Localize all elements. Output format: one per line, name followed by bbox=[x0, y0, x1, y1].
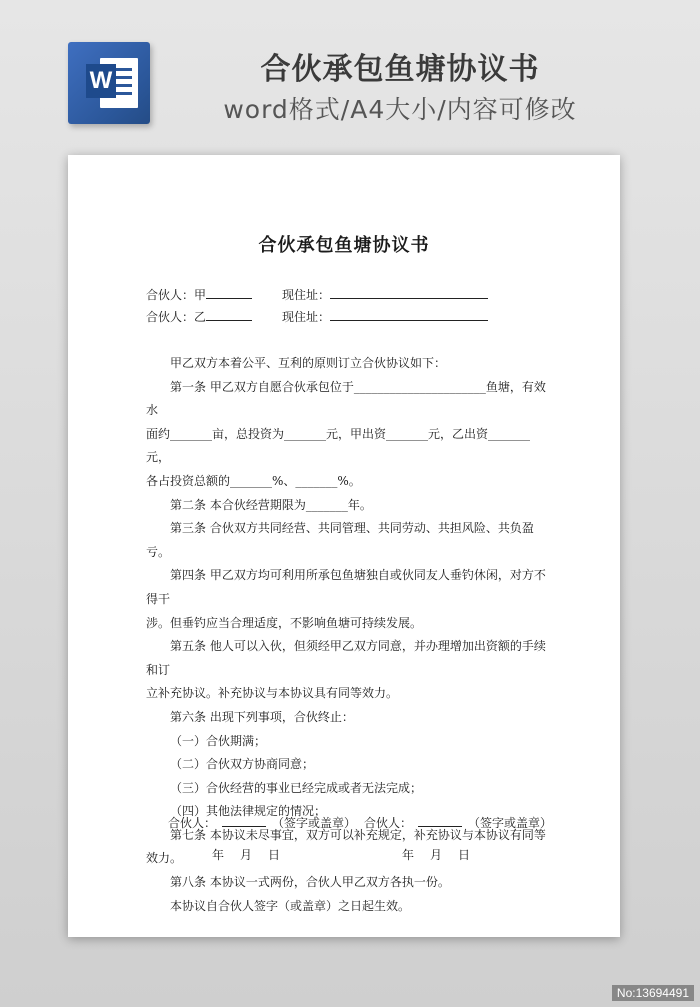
date-month: 月 bbox=[430, 848, 443, 862]
document-paragraph: 本协议自合伙人签字（或盖章）之日起生效。 bbox=[170, 898, 411, 913]
signature-blank bbox=[222, 814, 266, 827]
signature-blank bbox=[418, 814, 462, 827]
document-paragraph: 立补充协议。补充协议与本协议具有同等效力。 bbox=[146, 686, 399, 701]
name-blank bbox=[206, 308, 252, 321]
document-paragraph: （一）合伙期满； bbox=[170, 733, 267, 748]
date-day: 日 bbox=[458, 848, 471, 862]
signature-right bbox=[364, 814, 552, 831]
address-label: 现住址： bbox=[282, 288, 331, 302]
party-label: 合伙人：甲 bbox=[146, 288, 207, 302]
document-paragraph: （二）合伙双方协商同意； bbox=[170, 757, 315, 772]
date-month: 月 bbox=[240, 848, 253, 862]
document-page bbox=[68, 155, 620, 937]
name-blank bbox=[206, 286, 252, 299]
document-paragraph: 第一条 甲乙双方自愿合伙承包位于______________________鱼塘，有效水 bbox=[146, 379, 546, 418]
date-left bbox=[212, 846, 296, 863]
address-blank bbox=[330, 308, 488, 321]
document-paragraph: 涉。但垂钓应当合理适度，不影响鱼塘可持续发展。 bbox=[146, 615, 423, 630]
date-year: 年 bbox=[402, 848, 415, 862]
document-paragraph: 甲乙双方本着公平、互利的原则订立合伙协议如下： bbox=[170, 356, 447, 370]
document-paragraph: 第八条 本协议一式两份，合伙人甲乙双方各执一份。 bbox=[170, 875, 450, 890]
document-title: 合伙承包鱼塘协议书 bbox=[258, 235, 430, 256]
document-paragraph: 第五条 他人可以入伙，但须经甲乙双方同意，并办理增加出资额的手续和订 bbox=[146, 639, 546, 677]
signature-left bbox=[168, 814, 356, 831]
word-doc-icon bbox=[68, 42, 150, 124]
document-paragraph: （四）其他法律规定的情况； bbox=[170, 804, 327, 819]
document-body bbox=[146, 352, 546, 918]
document-paragraph: 第三条 合伙双方共同经营、共同管理、共同劳动、共担风险、共负盈亏。 bbox=[146, 521, 534, 559]
header-subtitle: word格式/A4大小/内容可修改 bbox=[223, 95, 577, 124]
document-paragraph: 面约_______亩，总投资为_______元，甲出资_______元，乙出资_______元， bbox=[146, 426, 531, 465]
signature-note: （签字或盖章） bbox=[468, 816, 553, 830]
signature-note: （签字或盖章） bbox=[272, 816, 357, 830]
date-year: 年 bbox=[212, 848, 225, 862]
signature-label: 合伙人： bbox=[364, 816, 413, 830]
header bbox=[0, 0, 700, 150]
party-row-b bbox=[146, 308, 488, 325]
document-paragraph: 第四条 甲乙双方均可利用所承包鱼塘独自或伙同友人垂钓休闲，对方不得干 bbox=[146, 568, 546, 606]
document-paragraph: 第六条 出现下列事项，合伙终止： bbox=[170, 709, 354, 724]
address-blank bbox=[330, 286, 488, 299]
document-paragraph: 第二条 本合伙经营期限为_______年。 bbox=[170, 497, 372, 512]
header-title: 合伙承包鱼塘协议书 bbox=[260, 52, 540, 87]
address-label: 现住址： bbox=[282, 310, 331, 324]
party-row-a bbox=[146, 286, 488, 303]
footer-id: No:13694491 bbox=[612, 985, 694, 1001]
document-paragraph: （三）合伙经营的事业已经完成或者无法完成； bbox=[170, 780, 423, 795]
party-label: 合伙人：乙 bbox=[146, 310, 207, 324]
word-letter: W bbox=[86, 64, 116, 98]
date-right bbox=[402, 846, 486, 863]
document-paragraph: 第七条 本协议未尽事宜，双方可以补充规定，补充协议与本协议有同等效力。 bbox=[146, 827, 546, 866]
signature-label: 合伙人： bbox=[168, 816, 217, 830]
document-paragraph: 各占投资总额的_______%、_______%。 bbox=[146, 473, 361, 488]
date-day: 日 bbox=[268, 848, 281, 862]
